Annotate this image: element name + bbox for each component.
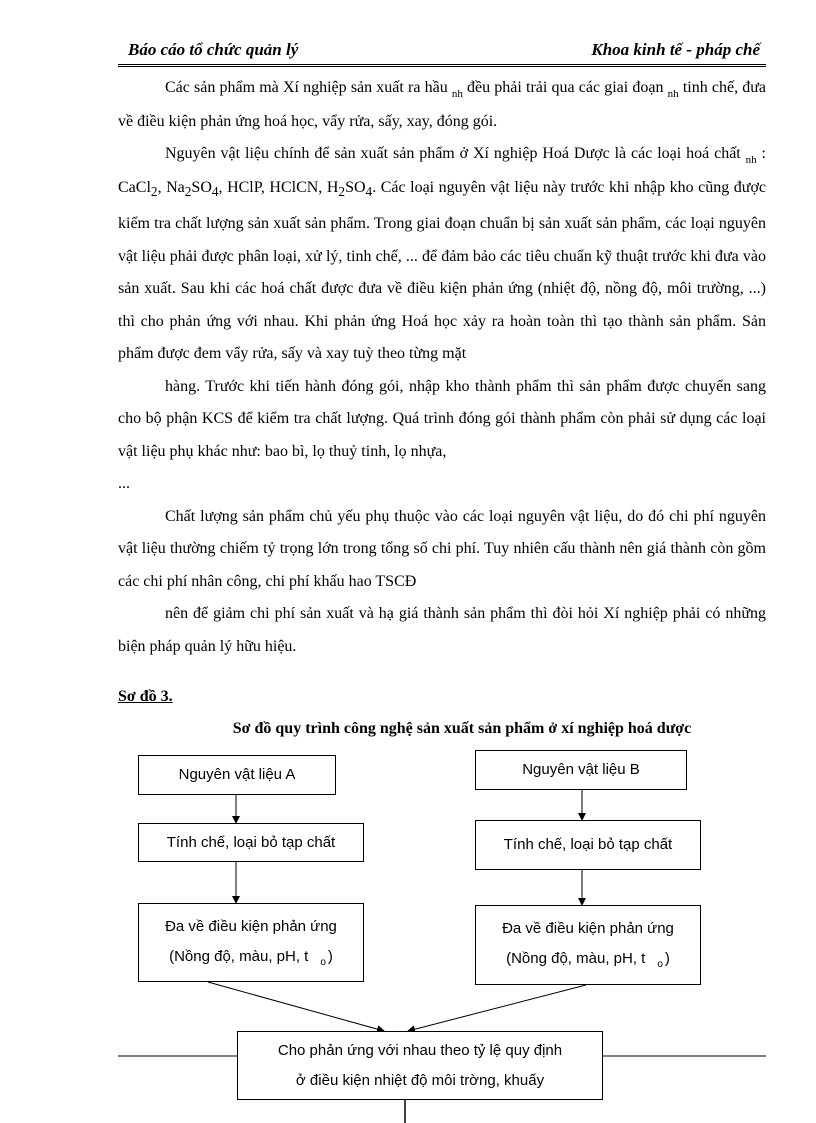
material-b-box bbox=[475, 750, 687, 790]
paragraph-2: Nguyên vật liệu chính để sản xuất sản phẩm ở Xí nghiệp Hoá Dược là các loại hoá chất $_{nh}$ : CaCl$_2$, $Na_2SO_4$, HClP, HClCN, $H_2SO_4$. Các loại nguyên vật liệu này trước khi nhập kho cũng được kiểm tra chất lượng sản xuất sản phẩm. Trong giai đoạn chuẩn bị sản xuất sản phẩm, các loại nguyên vật liệu phải được phân loại, xử lý, tinh chế, ... để đảm bảo các tiêu chuẩn kỹ thuật trước khi đưa vào sản xuất. Sau khi các hoá chất được đưa về điều kiện phản ứng (nhiệt độ, nồng độ, môi trường, ...) thì cho phản ứng với nhau. Khi phản ứng Hoá học xảy ra hoàn toàn thì tạo thành sản phẩm. Sản phẩm được đem vẩy rửa, sấy và xay tuỳ theo từng mặt bbox=[118, 145, 767, 363]
paragraph-1: Các sản phẩm mà Xí nghiệp sản xuất ra hầu $_{nh}$ đều phải trải qua các giai đoạn $_{nh}$ tinh chế, đưa về điều kiện phản ứng hoá học, vẩy rửa, sấy, xay, đóng gói. bbox=[118, 79, 767, 130]
condition-b-box: Đa về điều kiện phản ứng (Nồng độ, màu, pH, t $_o$ ) bbox=[475, 905, 701, 985]
figure-title: Sơ đồ quy trình công nghệ sản xuất sản phẩm ở xí nghiệp hoá dược bbox=[232, 720, 692, 737]
nh-mark: nh bbox=[451, 88, 463, 100]
condition-a-line1: Đa về điều kiện phản ứng bbox=[165, 917, 337, 935]
reaction-line2: ở điều kiện nhiệt độ môi trờng, khuấy bbox=[295, 1071, 545, 1089]
reaction-box bbox=[237, 1031, 603, 1100]
condition-a-line2: (Nồng độ, màu, pH, t bbox=[169, 947, 309, 965]
paragraph-5: nên để giảm chi phí sản xuất và hạ giá thành sản phẩm thì đòi hỏi Xí nghiệp phải có những biện pháp quản lý hữu hiệu. bbox=[118, 605, 766, 655]
degree-mark: o bbox=[657, 959, 663, 970]
condition-b-line1: Đa về điều kiện phản ứng bbox=[502, 920, 674, 937]
material-a-box bbox=[138, 755, 336, 795]
refine-a-box bbox=[138, 823, 364, 862]
header-report-title: Báo cáo tổ chức quản lý bbox=[128, 40, 299, 59]
reaction-line1: Cho phản ứng với nhau theo tỷ lệ quy định bbox=[277, 1041, 563, 1059]
figure-label: Sơ đồ 3. bbox=[118, 688, 173, 705]
condition-b-line2: (Nồng độ, màu, pH, t bbox=[506, 950, 646, 967]
nh-mark: nh bbox=[745, 154, 757, 166]
header-faculty: Khoa kinh tế - pháp chế bbox=[591, 40, 760, 59]
degree-mark: o bbox=[320, 956, 326, 968]
condition-a-box: Đa về điều kiện phản ứng (Nồng độ, màu, pH, t $_o$ ) bbox=[138, 903, 364, 982]
paragraph-3-ellipsis: ... bbox=[118, 475, 130, 493]
paragraph-3: hàng. Trước khi tiến hành đóng gói, nhập kho thành phẩm thì sản phẩm được chuyển sang cho bộ phận KCS để kiểm tra chất lượng. Quá trình đóng gói thành phẩm còn phải sử dụng các loại vật liệu phụ khác như: bao bì, lọ thuỷ tinh, lọ nhựa, bbox=[118, 377, 766, 460]
refine-b-box bbox=[475, 820, 701, 870]
page-header bbox=[118, 38, 766, 64]
material-a-label: Nguyên vật liệu A bbox=[178, 766, 296, 783]
refine-b-label: Tính chế, loại bỏ tạp chất bbox=[503, 836, 673, 853]
arrow-b-condition-to-react bbox=[408, 985, 586, 1031]
material-b-label: Nguyên vật liệu B bbox=[522, 761, 640, 778]
body-text bbox=[118, 72, 766, 663]
paragraph-4: Chất lượng sản phẩm chủ yếu phụ thuộc vào các loại nguyên vật liệu, do đó chi phí nguyên vật liệu thường chiếm tỷ trọng lớn trong tổng số chi phí. Tuy nhiên cấu thành nên giá thành còn gồm các chi phí nhân công, chi phí khấu hao TSCĐ bbox=[118, 507, 766, 590]
header-divider bbox=[118, 64, 766, 67]
nh-mark: nh bbox=[667, 88, 679, 100]
refine-a-label: Tính chế, loại bỏ tạp chất bbox=[166, 833, 336, 851]
arrow-a-condition-to-react bbox=[208, 982, 384, 1031]
